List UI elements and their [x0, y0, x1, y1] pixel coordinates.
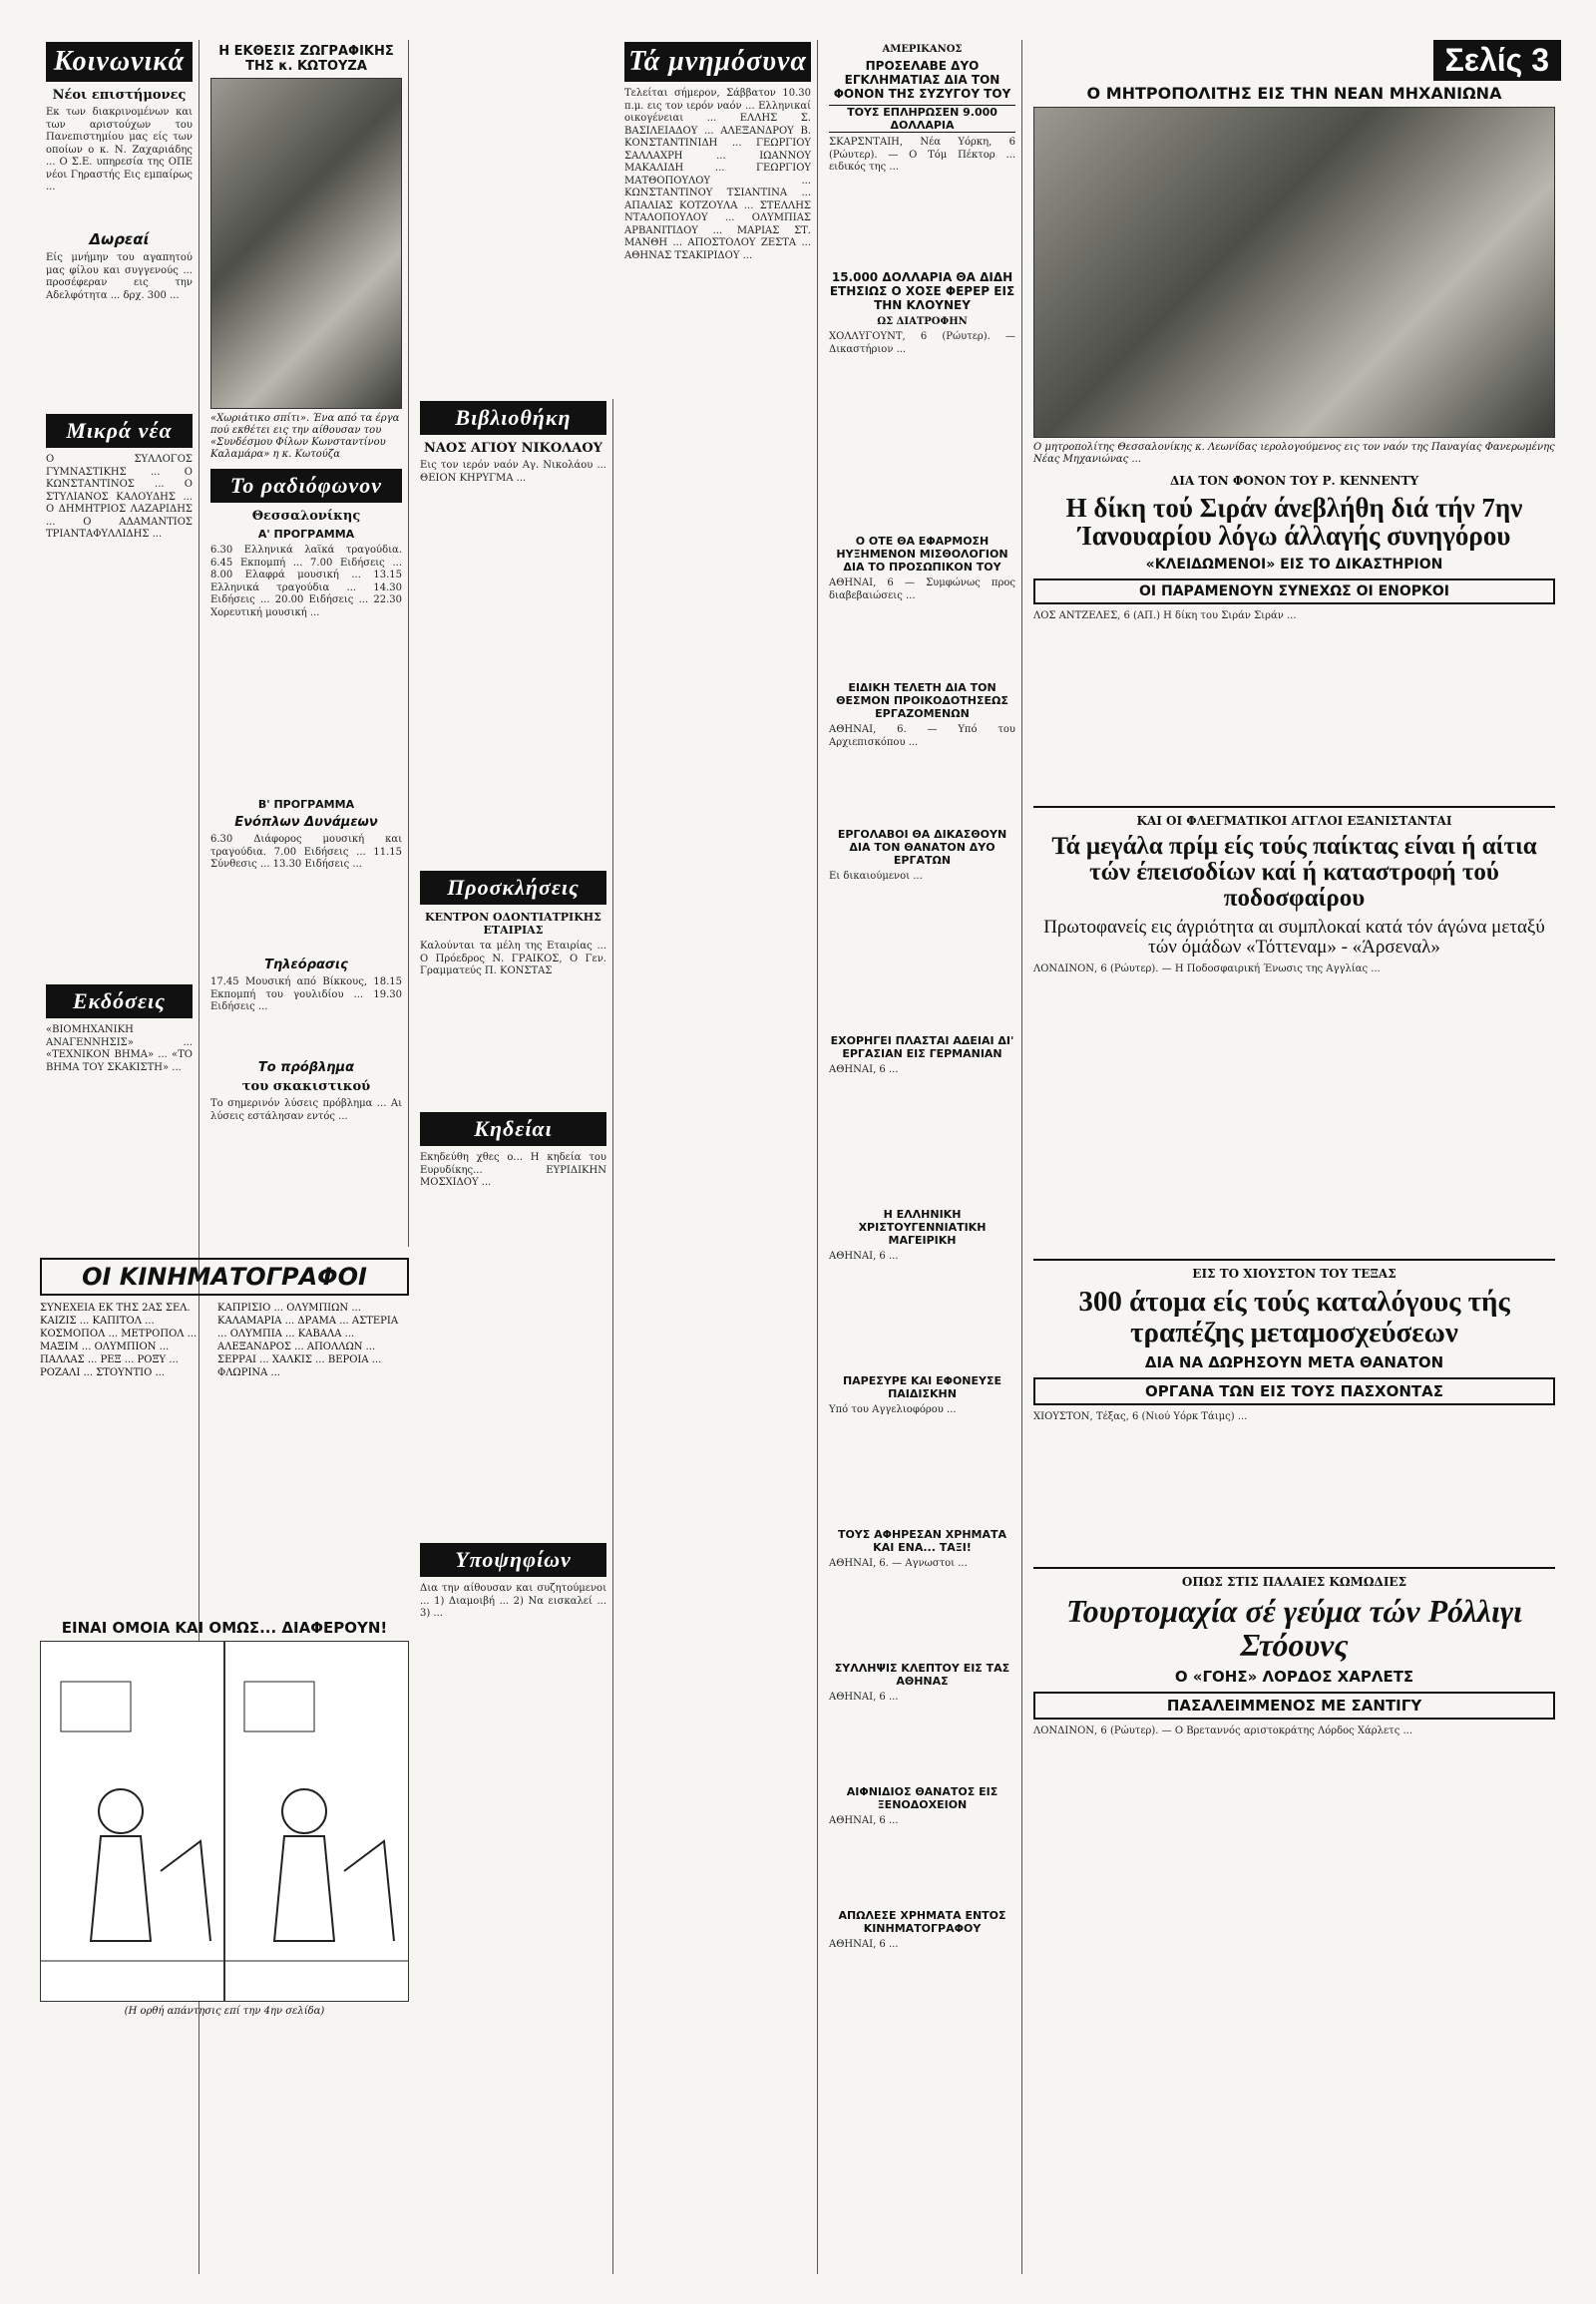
page-masthead: Σελίς 3 [1433, 40, 1561, 81]
texas-sub1: ΔΙΑ ΝΑ ΔΩΡΗΣΟΥΝ ΜΕΤΑ ΘΑΝΑΤΟΝ [1144, 1353, 1444, 1372]
radio-sub: Θεσσαλονίκης [251, 509, 361, 524]
kennedy-kicker: ΔΙΑ ΤΟΝ ΦΟΝΟΝ ΤΟΥ Ρ. ΚΕΝΝΕΝΤΥ [1169, 474, 1419, 488]
social-sub: Νέοι επιστήμονες [52, 88, 187, 103]
memorials-body: Τελείται σήμερον, Σάββατον 10.30 π.μ. εις τον ιερόν ναόν ... Ελληνικαί οικογένειαι ... ΕΛΛΗΣ Σ. ΒΑΣΙΛΕΙΑΔΟΥ ... ΑΛΕΞΑΝΔΡΟΥ Β. ΚΟΝΣΤΑΝΤΙΝΙΔΗ ... ΓΕΩΡΓΙΟΥ ΣΑΛΛΑΧΡΗ ... ΙΩΑΝΝΟΥ ΜΑΚΑΛΙΔΗ ... ΓΕΩΡΓΙΟΥ ΜΑΤΘΟΠΟΥΛΟΥ ... ΚΩΝΣΤΑΝΤΙΝΟΥ ΤΣΙΑΝΤΙΝΑ ... ΑΠΑΛΙΑΣ ΚΟΤΖΟΥΛΑ ... ΣΤΕΛΛΗΣ ΝΤΑΛΟΠΟΥΛΟΥ ... ΟΛΥΜΠΙΑΣ ΑΡΒΑΝΙΤΙΔΟΥ ... ΜΑΡΙΑΣ ΣΤ. ΜΑΝΘΗ ... ΑΠΟΣΤΟΛΟΥ ΖΕΣΤΑ ... ΑΘΗΝΑΣ ΤΣΑΚΙΡΙΔΟΥ ... [624, 88, 811, 261]
american-kicker: ΑΜΕΡΙΚΑΝΟΣ [882, 44, 963, 55]
christian-title: Η ΕΛΛΗΝΙΚΗ ΧΡΙΣΤΟΥΓΕΝΝΙΑΤΙΚΗ ΜΑΓΕΙΡΙΚΗ [858, 1208, 987, 1247]
plasters-body: ΑΘΗΝΑΙ, 6 ... [829, 1064, 899, 1075]
epitaph-body: ΑΘΗΝΑΙ, 6 — Συμφώνως προς διαβεβαιώσεις ... [829, 577, 1015, 601]
chess-title: Το πρόβλημα [257, 1060, 355, 1075]
american-body: ΣΚΑΡΣΝΤΑΙΗ, Νέα Υόρκη, 6 (Ρώυτερ). — Ο Τόμ Πέκτορ ... ειδικός της ... [829, 137, 1015, 173]
social-body: Εκ των διακρινομένων και των αριστούχων του Πανεπιστημίου μας είς των οποίων ο κ. Ν. Ζαχαριάδης ... Ο Σ.Ε. υπηρεσία της ΟΠΕ νέοι Γηραστής Εις εμπαίρως ... [46, 107, 193, 192]
texas-body: ΧΙΟΥΣΤΟΝ, Τέξας, 6 (Νιού Υόρκ Τάιμς) ... [1033, 1411, 1248, 1423]
lost-title: ΑΠΩΛΕΣΕ ΧΡΗΜΑΤΑ ΕΝΤΟΣ ΚΙΝΗΜΑΤΟΓΡΑΦΟΥ [838, 1909, 1006, 1935]
texas-sub2: ΟΡΓΑΝΑ ΤΩΝ ΕΙΣ ΤΟΥΣ ΠΑΣΧΟΝΤΑΣ [1033, 1377, 1555, 1405]
dollars-sub: ΩΣ ΔΙΑΤΡΟΦΗΝ [877, 316, 968, 327]
gifts-body: Είς μνήμην του αγαπητού μας φίλου και συγγενούς ... προσέφεραν εις την Αδελφότητα ... δρχ. 300 ... [46, 252, 193, 301]
american-title: ΠΡΟΣΕΛΑΒΕ ΔΥΟ ΕΓΚΛΗΜΑΤΙΑΣ ΔΙΑ ΤΟΝ ΦΟΝΟΝ ΤΗΣ ΣΥΖΥΓΟΥ ΤΟΥ [833, 59, 1011, 101]
chess-body: Το σημερινόν λύσεις πρόβλημα ... Αι λύσεις εστάλησαν εντός ... [210, 1098, 402, 1122]
epitaph-title: Ο ΟΤΕ ΘΑ ΕΦΑΡΜΟΣΗ ΗΥΞΗΜΕΝΟΝ ΜΙΣΘΟΛΟΓΙΟΝ ΔΙΑ ΤΟ ΠΡΟΣΩΠΙΚΟΝ ΤΟΥ [836, 535, 1008, 574]
radio-body: 6.30 Ελληνικά λαϊκά τραγούδια. 6.45 Εκπομπή ... 7.00 Ειδήσεις ... 8.00 Ελαφρά μουσική ... 13.15 Ελληνικά τραγούδια ... 14.30 Ειδήσεις ... 20.00 Ειδήσεις ... 22.30 Χορευτική μουσική ... [210, 545, 402, 618]
announcements-sub: ΚΕΝΤΡΟΝ ΟΔΟΝΤΙΑΤΡΙΚΗΣ ΕΤΑΙΡΙΑΣ [425, 911, 601, 937]
dollars-title: 15.000 ΔΟΛΛΑΡΙΑ ΘΑ ΔΙΔΗ ΕΤΗΣΙΩΣ Ο ΧΟΣΕ ΦΕΡΕΡ ΕΙΣ ΤΗΝ ΚΛΟΥΝΕΥ [829, 270, 1015, 312]
armed-body: 6.30 Διάφορος μουσική και τραγούδια. 7.00 Ειδήσεις ... 11.15 Σύνθεσις ... 13.30 Ειδήσεις ... [210, 834, 402, 870]
editions-body: «ΒΙΟΜΗΧΑΝΙΚΗ ΑΝΑΓΕΝΝΗΣΙΣ» ... «ΤΕΧΝΙΚΟΝ ΒΗΜΑ» ... «ΤΟ ΒΗΜΑ ΤΟΥ ΣΚΑΚΙΣΤΗ» ... [46, 1024, 193, 1073]
plasters-title: ΕΧΟΡΗΓΕΙ ΠΛΑΣΤΑΙ ΑΔΕΙΑΙ ΔΙ' ΕΡΓΑΣΙΑΝ ΕΙΣ ΓΕΡΜΑΝΙΑΝ [830, 1034, 1014, 1060]
lost-body: ΑΘΗΝΑΙ, 6 ... [829, 1939, 899, 1950]
ceremony-body: ΑΘΗΝΑΙ, 6. — Υπό του Αρχιεπισκόπου ... [829, 724, 1015, 748]
hotel-body: ΑΘΗΝΑΙ, 6 ... [829, 1815, 899, 1826]
metropolitan-caption: Ο μητροπολίτης Θεσσαλονίκης κ. Λεωνίδας ιερολογούμενος εις τον ναόν της Παναγίας Φανερωμένης Νέας Μηχανιώνας ... [1033, 442, 1555, 465]
ceremony-title: ΕΙΔΙΚΗ ΤΕΛΕΤΗ ΔΙΑ ΤΟΝ ΘΕΣΜΟΝ ΠΡΟΙΚΟΔΟΤΗΣΕΩΣ ΕΡΓΑΖΟΜΕΝΩΝ [836, 681, 1008, 720]
cinemas-section [40, 1252, 409, 2026]
workers-body: Ει δικαιούμενοι ... [829, 871, 923, 882]
football-title: Τά μεγάλα πρίμ είς τούς παίκτας είναι ή αίτια τών έπεισοδίων καί ή καταστροφή τού ποδοσφαίρου [1051, 832, 1537, 913]
cartoon-drawing [41, 1642, 408, 2001]
dispatches-title: Υποψηφίων [420, 1543, 606, 1577]
football-sub: Πρωτοφανείς εις άγριότητα αι συμπλοκαί κατά τόν άγώνα μεταξύ τών όμάδων «Τόττεναμ» - «Άρσεναλ» [1043, 917, 1545, 959]
editions-title: Εκδόσεις [46, 984, 193, 1018]
gifts-title: Δωρεαί [89, 230, 150, 248]
metropolitan-photo [1033, 107, 1555, 438]
chess-sub: του σκακιστικού [241, 1079, 371, 1094]
radio-title: Το ραδιόφωνον [210, 469, 402, 503]
cinemas-title: ΟΙ ΚΙΝΗΜΑΤΟΓΡΑΦΟΙ [40, 1258, 409, 1296]
taxi-body: ΑΘΗΝΑΙ, 6. — Αγνωστοι ... [829, 1558, 968, 1569]
football-body: ΛΟΝΔΙΝΟΝ, 6 (Ρώυτερ). — Η Ποδοσφαιρική Ένωσις της Αγγλίας ... [1033, 963, 1381, 975]
exhibition-photo [210, 78, 402, 409]
child-body: Υπό του Αγγελιοφόρου ... [829, 1404, 957, 1415]
hotel-title: ΑΙΦΝΙΔΙΟΣ ΘΑΝΑΤΟΣ ΕΙΣ ΞΕΝΟΔΟΧΕΙΟΝ [846, 1785, 998, 1811]
metropolitan-title: Ο ΜΗΤΡΟΠΟΛΙΤΗΣ ΕΙΣ ΤΗΝ ΝΕΑΝ ΜΗΧΑΝΙΩΝΑ [1086, 84, 1502, 103]
cinemas-list-right: ΚΑΠΡΙΣΙΟ ... ΟΛΥΜΠΙΩΝ ... ΚΑΛΑΜΑΡΙΑ ... ΔΡΑΜΑ ... ΑΣΤΕΡΙΑ ... ΟΛΥΜΠΙΑ ... ΚΑΒΑΛΑ ... ΑΛΕΞΑΝΔΡΟΣ ... ΑΠΟΛΛΩΝ ... ΣΕΡΡΑΙ ... ΧΑΛΚΙΣ ... ΒΕΡΟΙΑ ... ΦΛΩΡΙΝΑ ... [217, 1303, 399, 1378]
kennedy-body: ΛΟΣ ΑΝΤΖΕΛΕΣ, 6 (ΑΠ.) Η δίκη του Σιράν Σιράν ... [1033, 609, 1297, 621]
column-library [414, 399, 613, 2274]
christian-body: ΑΘΗΝΑΙ, 6 ... [829, 1251, 899, 1262]
radio-program-b: Β' ΠΡΟΓΡΑΜΜΑ [257, 798, 355, 811]
funerals-title: Κηδείαι [420, 1112, 606, 1146]
comedy-sub2: ΠΑΣΑΛΕΙΜΜΕΝΟΣ ΜΕ ΣΑΝΤΙΓΥ [1033, 1692, 1555, 1720]
exhibition-title: Η ΕΚΘΕΣΙΣ ΖΩΓΡΑΦΙΚΗΣ ΤΗΣ κ. ΚΩΤΟΥΖΑ [218, 44, 394, 74]
child-title: ΠΑΡΕΣΥΡΕ ΚΑΙ ΕΦΟΝΕΥΣΕ ΠΑΙΔΙΣΚΗΝ [842, 1374, 1002, 1400]
taxi-title: ΤΟΥΣ ΑΦΗΡΕΣΑΝ ΧΡΗΜΑΤΑ ΚΑΙ ΕΝΑ... ΤΑΞΙ! [837, 1528, 1007, 1554]
news-title: Μικρά νέα [46, 414, 193, 448]
football-kicker: ΚΑΙ ΟΙ ΦΛΕΓΜΑΤΙΚΟΙ ΑΓΓΛΟΙ ΕΞΑΝΙΣΤΑΝΤΑΙ [1136, 813, 1452, 828]
radio-program-a: Α' ΠΡΟΓΡΑΜΜΑ [257, 528, 355, 541]
arrests-body: ΑΘΗΝΑΙ, 6 ... [829, 1692, 899, 1703]
kennedy-title: Η δίκη τού Σιράν άνεβλήθη διά τήν 7ην Ίανουαρίου λόγω άλλαγής συνηγόρου [1065, 493, 1523, 552]
texas-title: 300 άτομα είς τούς καταλόγους τής τραπέζης μεταμοσχεύσεων [1078, 1286, 1510, 1348]
column-features [1027, 80, 1561, 2274]
kennedy-sub2: ΟΙ ΠΑΡΑΜΕΝΟΥΝ ΣΥΝΕΧΩΣ ΟΙ ΕΝΟΡΚΟΙ [1033, 578, 1555, 604]
funerals-body: Εκηδεύθη χθες ο... Η κηδεία του Ευρυδίκης... ΕΥΡΙΔΙΚΗΝ ΜΟΣΧΙΔΟΥ ... [420, 1152, 606, 1188]
american-sub: ΤΟΥΣ ΕΠΛΗΡΩΣΕΝ 9.000 ΔΟΛΛΑΡΙΑ [829, 105, 1015, 133]
comedy-title: Τουρτομαχία σέ γεύμα τών Ρόλλιγι Στόουνς [1065, 1593, 1523, 1663]
news-body: Ο ΣΥΛΛΟΓΟΣ ΓΥΜΝΑΣΤΙΚΗΣ ... Ο ΚΩΝΣΤΑΝΤΙΝΟΣ ... Ο ΣΤΥΛΙΑΝΟΣ ΚΑΛΟΥΔΗΣ ... Ο ΔΗΜΗΤΡΙΟΣ ΛΑΖΑΡΙΔΗΣ ... Ο ΑΔΑΜΑΝΤΙΟΣ ΤΡΙΑΝΤΑΦΥΛΛΙΔΗΣ ... [46, 454, 193, 540]
memorials-title: Τά μνημόσυνα [624, 42, 811, 82]
cartoon-caption: (Η ορθή απάντησις επί την 4ην σελίδα) [124, 2006, 325, 2017]
column-radio [204, 40, 409, 1247]
tv-title: Τηλεόρασις [264, 958, 348, 972]
cartoon-illustration [40, 1641, 409, 2002]
dollars-body: ΧΟΛΛΥΓΟΥΝΤ, 6 (Ρώυτερ). — Δικαστήριον ... [829, 331, 1015, 355]
exhibition-caption: «Χωριάτικο σπίτι». Ένα από τα έργα πού εκθέτει εις την αίθουσαν του «Συνδέσμου Φίλων Κωνσταντίνου Καλαμάρα» η κ. Κωτούζα [210, 413, 400, 460]
comedy-body: ΛΟΝΔΙΝΟΝ, 6 (Ρώυτερ). — Ο Βρεταννός αριστοκράτης Λόρδος Χάρλετς ... [1033, 1726, 1413, 1737]
column-memorials [618, 40, 818, 2274]
arrests-title: ΣΥΛΛΗΨΙΣ ΚΛΕΠΤΟΥ ΕΙΣ ΤΑΣ ΑΘΗΝΑΣ [834, 1662, 1010, 1688]
announcements-body: Καλούνται τα μέλη της Εταιρίας ... Ο Πρόεδρος Ν. ΓΡΑΙΚΟΣ, Ο Γεν. Γραμματεύς Π. ΚΟΝΣΤΑΣ [420, 941, 606, 976]
column-news [823, 40, 1022, 2274]
tv-body: 17.45 Μουσική από Βίκκους, 18.15 Εκπομπή του γουλιδίου ... 19.30 Ειδήσεις ... [210, 976, 402, 1012]
comedy-kicker: ΟΠΩΣ ΣΤΙΣ ΠΑΛΑΙΕΣ ΚΩΜΩΔΙΕΣ [1181, 1575, 1407, 1590]
dispatches-body: Δια την αίθουσαν και συζητούμενοι ... 1) Διαμοιβή ... 2) Να εισκαλεί ... 3) ... [420, 1583, 606, 1619]
kennedy-sub1: «ΚΛΕΙΔΩΜΕΝΟΙ» ΕΙΣ ΤΟ ΔΙΚΑΣΤΗΡΙΟΝ [1145, 556, 1443, 573]
announcements-title: Προσκλήσεις [420, 871, 606, 905]
newspaper-page [40, 40, 1561, 2274]
cartoon-title: ΕΙΝΑΙ ΟΜΟΙΑ ΚΑΙ ΟΜΩΣ... ΔΙΑΦΕΡΟΥΝ! [61, 1619, 388, 1637]
library-sub: ΝΑΟΣ ΑΓΙΟΥ ΝΙΚΟΛΑΟΥ [424, 441, 602, 456]
library-title: Βιβλιοθήκη [420, 401, 606, 435]
workers-title: ΕΡΓΟΛΑΒΟΙ ΘΑ ΔΙΚΑΣΘΟΥΝ ΔΙΑ ΤΟΝ ΘΑΝΑΤΟΝ ΔΥΟ ΕΡΓΑΤΩΝ [837, 828, 1007, 867]
social-title: Κοινωνικά [46, 42, 193, 82]
comedy-sub1: Ο «ΓΟΗΣ» ΛΟΡΔΟΣ ΧΑΡΛΕΤΣ [1174, 1668, 1414, 1687]
cinemas-list-left: ΣΥΝΕΧΕΙΑ ΕΚ ΤΗΣ 2ΑΣ ΣΕΛ. ΚΑΙΖΙΣ ... ΚΑΠΙΤΟΛ ... ΚΟΣΜΟΠΟΛ ... ΜΕΤΡΟΠΟΛ ... ΜΑΞΙΜ ... ΟΛΥΜΠΙΟΝ ... ΠΑΛΛΑΣ ... ΡΕΞ ... ΡΟΞΥ ... ΡΟΖΑΛΙ ... ΣΤΟΥΝΤΙΟ ... [40, 1303, 198, 1378]
library-body: Εις τον ιερόν ναόν Αγ. Νικολάου ... ΘΕΙΟΝ ΚΗΡΥΓΜΑ ... [420, 460, 606, 484]
texas-kicker: ΕΙΣ ΤΟ ΧΙΟΥΣΤΟΝ ΤΟΥ ΤΕΞΑΣ [1192, 1267, 1396, 1282]
armed-title: Ενόπλων Δυνάμεων [234, 815, 378, 830]
